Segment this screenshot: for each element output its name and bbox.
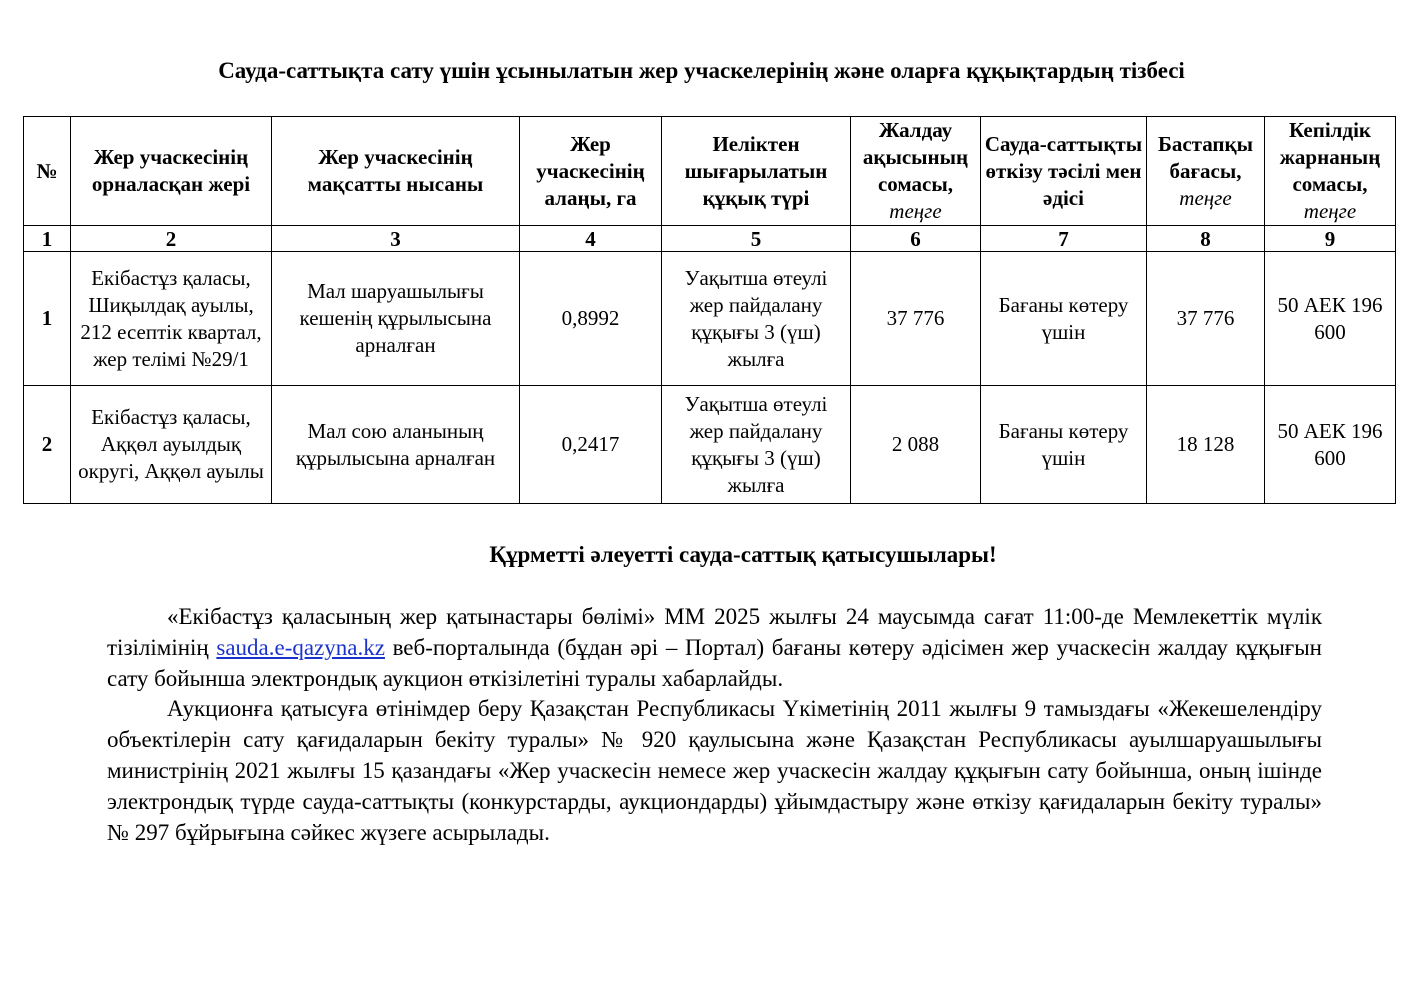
header-deposit-label: Кепілдік жарнаның сомасы,: [1279, 118, 1381, 196]
cell-method: Бағаны көтеру үшін: [981, 386, 1147, 504]
document-title: Сауда-саттықта сату үшін ұсынылатын жер учаскелерінің және оларға құқықтардың тізбесі: [218, 58, 1185, 83]
header-method: Сауда-саттықты өткізу тәсілі мен әдісі: [981, 117, 1147, 226]
cell-start-price: 18 128: [1147, 386, 1265, 504]
cell-location: Екібастұз қаласы, Аққөл ауылдық округі, Аққөл ауылы: [71, 386, 272, 504]
paragraph-text: «Екібастұз қаласының жер қатынастары бөлімі» ММ 2025 жылғы 24 маусымда сағат 11:00-де Мемлекеттік мүлік тізілімінің: [107, 604, 1322, 660]
cell-right-type: Уақытша өтеулі жер пайдалану құқығы 3 (үш) жылға: [662, 386, 851, 504]
header-start-price-unit: теңге: [1179, 185, 1232, 210]
cell-deposit: 50 АЕК 196 600: [1265, 386, 1396, 504]
cell-rent: 37 776: [851, 252, 981, 386]
announcement-body: [107, 602, 1322, 848]
cell-purpose: Мал шаруашылығы кешенің құрылысына арналған: [272, 252, 520, 386]
header-rent-unit: теңге: [889, 199, 942, 223]
cell-deposit: 50 АЕК 196 600: [1265, 252, 1396, 386]
column-number: 7: [981, 226, 1147, 252]
column-number: 8: [1147, 226, 1265, 252]
header-area: Жер учаскесінің алаңы, га: [520, 117, 662, 226]
announcement-heading: Құрметті әлеуетті сауда-саттық қатысушылары!: [489, 542, 997, 567]
column-number: 3: [272, 226, 520, 252]
cell-no: 2: [24, 386, 71, 504]
column-number: 9: [1265, 226, 1396, 252]
cell-method: Бағаны көтеру үшін: [981, 252, 1147, 386]
paragraph-legal-basis: Аукционға қатысуға өтінімдер беру Қазақстан Республикасы Үкіметінің 2011 жылғы 9 тамыздағы «Жекешелендіру объектілерін сату қағидаларын бекіту туралы» № 920 қаулысына және Қазақстан Республикасы ауылшаруашылығы министрінің 2021 жылғы 15 қазандағы «Жер учаскесін немесе жер учаскесін жалдау құқығын сату бойынша, оның ішінде электрондық түрде сауда-саттықты (конкурстарды, аукциондарды) ұйымдастыру және өткізу қағидаларын бекіту туралы» № 297 бұйрығына сәйкес жүзеге асырылады.: [107, 696, 1322, 845]
header-deposit-unit: теңге: [1303, 199, 1357, 223]
header-start-price-label: Бастапқы бағасы,: [1157, 131, 1254, 183]
column-number: 4: [520, 226, 662, 252]
portal-link[interactable]: sauda.e-qazyna.kz: [216, 634, 385, 660]
table-row: [24, 252, 1396, 386]
cell-right-type: Уақытша өтеулі жер пайдалану құқығы 3 (үш) жылға: [662, 252, 851, 386]
cell-area: 0,2417: [520, 386, 662, 504]
column-number: 5: [662, 226, 851, 252]
header-rent-label: Жалдау ақысының сомасы,: [862, 118, 969, 196]
header-rent: [851, 117, 981, 226]
cell-purpose: Мал сою аланының құрылысына арналған: [272, 386, 520, 504]
cell-rent: 2 088: [851, 386, 981, 504]
cell-no: 1: [24, 252, 71, 386]
header-right-type: Иеліктен шығарылатын құқық түрі: [662, 117, 851, 226]
column-number-row: [24, 226, 1396, 252]
cell-location: Екібастұз қаласы, Шиқылдақ ауылы, 212 есептік квартал, жер телімі №29/1: [71, 252, 272, 386]
cell-start-price: 37 776: [1147, 252, 1265, 386]
column-number: 1: [24, 226, 71, 252]
header-start-price: [1147, 117, 1265, 226]
header-deposit: [1265, 117, 1396, 226]
header-purpose: Жер учаскесінің мақсатты нысаны: [272, 117, 520, 226]
table-header-row: [24, 117, 1396, 226]
table-row: [24, 386, 1396, 504]
paragraph-text: веб-порталында (бұдан әрі – Портал) бағаны көтеру әдісімен жер учаскесін жалдау құқығын сату бойынша электрондық аукцион өткізілетіні туралы хабарлайды.: [107, 634, 1322, 691]
header-location: Жер учаскесінің орналасқан жері: [71, 117, 272, 226]
column-number: 2: [71, 226, 272, 252]
paragraph-auction-notice: [107, 602, 1322, 694]
land-plots-table: [23, 116, 1396, 504]
cell-area: 0,8992: [520, 252, 662, 386]
header-no: №: [24, 117, 71, 226]
column-number: 6: [851, 226, 981, 252]
